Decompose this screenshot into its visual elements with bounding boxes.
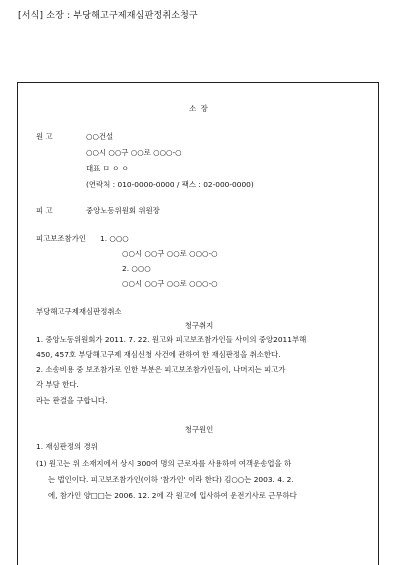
claim-line: 1. 중앙노동위원회가 2011. 7. 22. 원고와 피고보조참가인들 사이의 중앙2011부해 xyxy=(36,335,307,344)
plaintiff-representative: 대표 ㅁ ㅇ ㅇ xyxy=(86,164,129,173)
cause-line: 에, 참가인 양□□는 2006. 12. 2에 각 원고에 입사하여 운전기사로 근무하다 xyxy=(48,491,297,500)
claim-line: 2. 소송비용 중 보조참가로 인한 부분은 피고보조참가인들이, 나머지는 피고가 xyxy=(36,365,286,374)
plaintiff-label: 원 고 xyxy=(36,132,53,141)
plaintiff-name: ○○건설 xyxy=(86,132,114,141)
intervenor-2-address: ○○시 ○○구 ○○로 ○○○-○ xyxy=(122,279,218,288)
complaint-form xyxy=(17,82,379,565)
case-name: 부당해고구제재심판정취소 xyxy=(36,307,122,316)
plaintiff-address: ○○시 ○○구 ○○로 ○○○-○ xyxy=(86,148,182,157)
claim-line: 라는 판결을 구합니다. xyxy=(36,396,108,405)
cause-line: 는 법인이다. 피고보조참가인(이하 '참가인' 이라 한다) 김○○는 2003. 4. 2. xyxy=(48,475,294,484)
claim-line: 각 부담 한다. xyxy=(36,380,79,389)
form-title: 소 장 xyxy=(189,104,209,113)
intervenor-2-name: 2. ○○○ xyxy=(122,264,151,273)
claim-line: 450, 457호 부당해고구제 재심신청 사건에 관하여 한 재심판정을 취소한다. xyxy=(36,350,281,359)
document-heading: [서식] 소장 : 부당해고구제재심판정취소청구 xyxy=(18,11,198,21)
intervenor-1-name: 1. ○○○ xyxy=(100,234,129,243)
cause-line: (1) 원고는 위 소재지에서 상시 300여 명의 근로자를 사용하여 여객운송업을 하 xyxy=(36,459,292,468)
cause-heading: 청구원인 xyxy=(184,425,214,434)
claim-heading: 청구취지 xyxy=(184,321,214,330)
intervenor-1-address: ○○시 ○○구 ○○로 ○○○-○ xyxy=(122,249,218,258)
cause-subheading: 1. 재심판정의 경위 xyxy=(36,442,98,451)
defendant-name: 중앙노동위원회 위원장 xyxy=(86,206,160,215)
plaintiff-contact: (연락처 : 010-0000-0000 / 팩스 : 02-000-0000) xyxy=(86,180,254,189)
intervenor-label: 피고보조참가인 xyxy=(36,234,86,243)
defendant-label: 피 고 xyxy=(36,206,53,215)
